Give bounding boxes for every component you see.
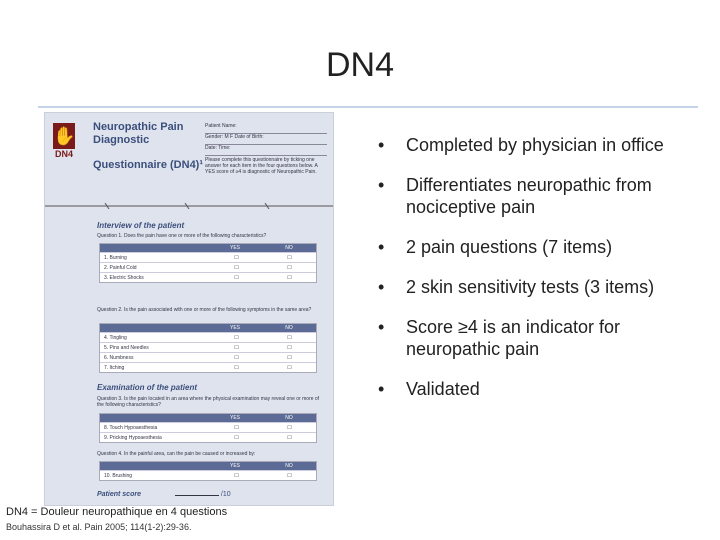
patient-score: Patient score /10 [97, 491, 231, 498]
table-row: 9. Pricking Hypoaesthesia ☐ ☐ [100, 432, 316, 442]
gender-dob-field: Gender: M F Date of Birth: [205, 134, 327, 145]
yes-checkbox: ☐ [234, 264, 239, 271]
title-divider [38, 106, 698, 108]
table-row: 4. Tingling ☐ ☐ [100, 332, 316, 342]
question-4-table: YES NO 10. Brushing ☐ ☐ [99, 461, 317, 481]
barbed-wire-divider [45, 203, 333, 209]
form-subtitle: Questionnaire (DN4)¹ [93, 159, 204, 171]
table-row: 2. Painful Cold ☐ ☐ [100, 262, 316, 272]
slide-title: DN4 [325, 46, 395, 84]
examination-heading: Examination of the patient [97, 383, 198, 392]
hand-logo-icon: ✋ [53, 123, 75, 149]
bullet-item: • 2 skin sensitivity tests (3 items) [378, 277, 655, 297]
interview-heading: Interview of the patient [97, 221, 185, 230]
no-checkbox: ☐ [287, 264, 292, 271]
citation: Bouhassira D et al. Pain 2005; 114(1-2):29-36. [6, 522, 192, 532]
table-row: 10. Brushing ☐ ☐ [100, 470, 316, 480]
bullet-item: • Score ≥4 is an indicator for neuropathic pain [378, 317, 620, 359]
bullet-item: • Validated [378, 379, 480, 399]
logo-label: DN4 [54, 149, 73, 159]
question-4: Question 4. In the painful area, can the pain be caused or increased by: [97, 451, 256, 457]
table-row: 3. Electric Shocks ☐ ☐ [100, 272, 316, 282]
form-instructions: Please complete this questionnaire by ticking one answer for each item in the four questions below. A YES score of ≥4 is diagnostic of Neuropathic Pain. [205, 157, 318, 175]
no-checkbox: ☐ [287, 254, 292, 261]
question-2-table: YES NO 4. Tingling ☐ ☐ 5. Pins and Needles ☐ ☐ 6. Numbness ☐ ☐ 7. Itching ☐ ☐ [99, 323, 317, 373]
question-3-table: YES NO 8. Touch Hypoaesthesia ☐ ☐ 9. Pricking Hypoaesthesia ☐ ☐ [99, 413, 317, 443]
question-1: Question 1. Does the pain have one or more of the following characteristics? [97, 233, 267, 239]
no-header: NO [285, 245, 293, 251]
question-2: Question 2. Is the pain associated with one or more of the following symptoms in the same area? [97, 307, 312, 313]
form-title: Neuropathic Pain Diagnostic [93, 121, 184, 146]
yes-header: YES [229, 245, 240, 251]
bullet-item: • 2 pain questions (7 items) [378, 237, 613, 257]
bullet-item: • Differentiates neuropathic from nociceptive pain [378, 175, 652, 217]
yes-checkbox: ☐ [234, 274, 239, 281]
question-3: Question 3. Is the pain located in an area where the physical examination may reveal one or more of the following characteristics? [97, 396, 320, 408]
patient-info [205, 123, 327, 156]
table-row: 1. Burning ☐ ☐ [100, 252, 316, 262]
yes-checkbox: ☐ [234, 254, 239, 261]
bullet-list [374, 134, 704, 418]
question-1-table [99, 243, 317, 283]
no-checkbox: ☐ [287, 274, 292, 281]
table-row: 8. Touch Hypoaesthesia ☐ ☐ [100, 422, 316, 432]
footnote: DN4 = Douleur neuropathique en 4 questions [6, 506, 228, 518]
patient-name-field: Patient Name: [205, 123, 327, 134]
table-row: 7. Itching ☐ ☐ [100, 362, 316, 372]
table-row: 6. Numbness ☐ ☐ [100, 352, 316, 362]
dn4-questionnaire-image [44, 112, 334, 506]
dn4-logo [53, 123, 75, 159]
bullet-item: • Completed by physician in office [378, 135, 664, 155]
table-row: 5. Pins and Needles ☐ ☐ [100, 342, 316, 352]
date-time-field: Date: Time: [205, 145, 327, 156]
